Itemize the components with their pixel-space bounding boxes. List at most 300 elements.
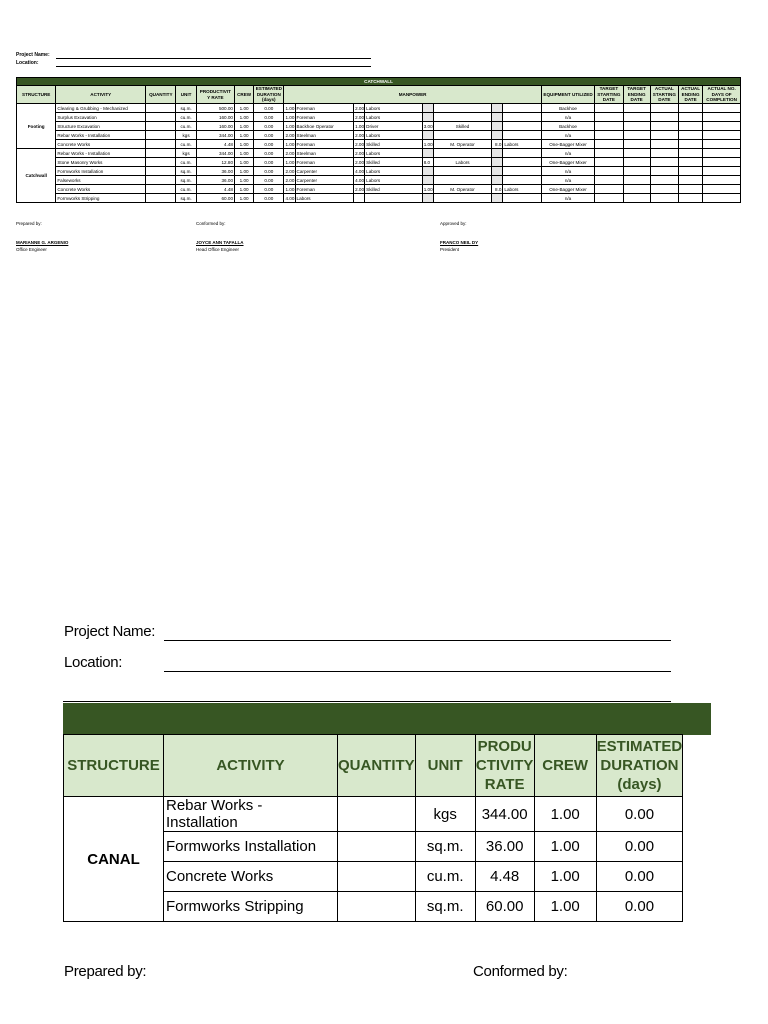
bottom-project-name-line [164,640,671,641]
header-actual-end: ACTUAL ENDING DATE [679,86,703,104]
table-title: CATCHWALL [17,78,741,86]
prepared-by-label: Prepared by: [16,221,42,226]
equipment-cell: One-Bagger Mixer [541,140,594,149]
rate-cell: 36.00 [196,176,234,185]
manpower-role-cell: Labors [365,167,423,176]
target-end-cell [623,185,650,194]
rate-cell: 12.80 [196,158,234,167]
equipment-cell: n/a [541,167,594,176]
actual-end-cell [679,131,703,140]
table-row [17,176,741,185]
crew-cell: 1.00 [235,104,254,113]
approved-by-title: President [440,247,460,252]
unit-cell: sq.m. [176,167,196,176]
target-start-cell [595,185,623,194]
manpower-qty-cell: 2.00 [285,132,295,138]
header-actual-days: ACTUAL NO. DAYS OF COMPLETION [703,86,741,104]
manpower-role-cell [503,176,541,185]
conformed-by-title: Head Office Engineer [196,247,239,252]
table-row [17,167,741,176]
quantity-cell [146,149,176,158]
unit-cell: cu.m. [176,140,196,149]
quantity-cell [146,176,176,185]
duration-cell: 0.00 [254,167,284,176]
target-end-cell [623,140,650,149]
canal-duration: 0.00 [596,892,683,922]
manpower-qty-cell: 2.00 [355,105,365,111]
canal-rate: 344.00 [475,797,534,832]
conformed-by-name: JOYCE ANN TAFALLA [196,240,244,245]
target-start-cell [595,176,623,185]
actual-start-cell [650,122,678,131]
crew-cell: 1.00 [235,167,254,176]
duration-cell: 0.00 [254,185,284,194]
target-end-cell [623,104,650,113]
actual-end-cell [679,149,703,158]
manpower-qty-cell [422,131,433,140]
actual-start-cell [650,149,678,158]
canal-quantity [338,862,416,892]
manpower-qty-cell [354,194,365,203]
actual-start-cell [650,140,678,149]
manpower-qty-cell [422,104,433,113]
activity-cell: Structure Excavation [56,122,146,131]
project-name-line [56,58,371,59]
manpower-role-cell: Labors [365,104,423,113]
activity-cell: Formworks Stripping [56,194,146,203]
quantity-cell [146,194,176,203]
unit-cell: sq.m. [176,194,196,203]
actual-end-cell [679,194,703,203]
target-start-cell [595,158,623,167]
canal-duration: 0.00 [596,862,683,892]
crew-cell: 1.00 [235,185,254,194]
manpower-qty-cell [422,167,433,176]
duration-cell: 0.00 [254,158,284,167]
manpower-qty-cell: 1.00 [423,141,433,147]
actual-end-cell [679,113,703,122]
manpower-qty-cell [492,122,503,131]
manpower-role-cell: Carpenter [295,176,354,185]
bottom-header-structure: STRUCTURE [64,735,164,797]
table-row [17,149,741,158]
actual-end-cell [679,158,703,167]
unit-cell: sq.m. [176,176,196,185]
duration-cell: 0.00 [254,131,284,140]
manpower-qty-cell: 2.00 [285,150,295,156]
header-unit: UNIT [176,86,196,104]
quantity-cell [146,122,176,131]
bottom-header-unit: UNIT [415,735,475,797]
target-end-cell [623,167,650,176]
manpower-qty-cell: 4.00 [355,168,365,174]
manpower-role-cell: Labors [503,185,541,194]
manpower-role-cell: M. Operator [433,140,492,149]
manpower-qty-cell: 2.00 [355,141,365,147]
manpower-qty-cell: 1.00 [285,114,295,120]
equipment-cell: n/a [541,113,594,122]
target-end-cell [623,149,650,158]
crew-cell: 1.00 [235,176,254,185]
bottom-location-label: Location: [64,654,123,671]
actual-end-cell [679,167,703,176]
equipment-cell: n/a [541,131,594,140]
bottom-header-quantity: QUANTITY [338,735,416,797]
rate-cell: 344.00 [196,131,234,140]
canal-crew: 1.00 [534,832,596,862]
manpower-role-cell: Foreman [295,158,354,167]
actual-end-cell [679,185,703,194]
manpower-role-cell [503,167,541,176]
target-start-cell [595,113,623,122]
duration-cell: 0.00 [254,176,284,185]
crew-cell: 1.00 [235,194,254,203]
bottom-location-line [164,671,671,672]
manpower-role-cell [503,113,541,122]
actual-days-cell [703,158,741,167]
manpower-role-cell [503,194,541,203]
location-label: Location: [16,60,39,66]
actual-days-cell [703,113,741,122]
rate-cell: 500.00 [196,104,234,113]
quantity-cell [146,185,176,194]
target-start-cell [595,104,623,113]
manpower-role-cell [365,194,423,203]
canal-activity: Concrete Works [164,862,338,892]
target-end-cell [623,176,650,185]
actual-end-cell [679,176,703,185]
activity-cell: Rebar Works - Installation [56,131,146,140]
manpower-role-cell: Skilled [365,158,423,167]
table-row [17,140,741,149]
manpower-role-cell [503,122,541,131]
table-row [17,113,741,122]
manpower-role-cell: Foreman [295,113,354,122]
header-crew: CREW [235,86,254,104]
crew-cell: 1.00 [235,158,254,167]
header-structure: STRUCTURE [17,86,56,104]
canal-quantity [338,892,416,922]
manpower-role-cell: Carpenter [295,167,354,176]
manpower-qty-cell: 4.00 [285,195,295,201]
actual-days-cell [703,122,741,131]
activity-cell: Stone Masonry Works [56,158,146,167]
manpower-qty-cell: 2.00 [285,168,295,174]
crew-cell: 1.00 [235,131,254,140]
rate-cell: 160.00 [196,122,234,131]
manpower-role-cell [433,131,492,140]
actual-end-cell [679,122,703,131]
manpower-qty-cell: 1.00 [285,159,295,165]
canal-activity: Formworks Installation [164,832,338,862]
canal-duration: 0.00 [596,797,683,832]
bottom-header-duration: ESTIMATED DURATION (days) [596,735,683,797]
activity-cell: Clearing & Grubbing - Mechanized [56,104,146,113]
duration-cell: 0.00 [254,194,284,203]
manpower-qty-cell [492,167,503,176]
target-start-cell [595,167,623,176]
manpower-role-cell: Labors [365,131,423,140]
equipment-cell: Backhoe [541,122,594,131]
manpower-role-cell [503,104,541,113]
manpower-role-cell: Foreman [295,140,354,149]
crew-cell: 1.00 [235,122,254,131]
manpower-qty-cell [492,176,503,185]
manpower-qty-cell [422,176,433,185]
unit-cell: cu.m. [176,185,196,194]
duration-cell: 0.00 [254,113,284,122]
duration-cell: 0.00 [254,140,284,149]
crew-cell: 1.00 [235,140,254,149]
manpower-role-cell [433,167,492,176]
canal-rate: 60.00 [475,892,534,922]
canal-quantity [338,797,416,832]
target-start-cell [595,140,623,149]
manpower-qty-cell: 1.00 [285,141,295,147]
prepared-by-title: Office Engineer [16,247,47,252]
duration-cell: 0.00 [254,149,284,158]
canal-unit: kgs [415,797,475,832]
header-actual-start: ACTUAL STARTING DATE [650,86,678,104]
crew-cell: 1.00 [235,149,254,158]
canal-table [63,734,683,922]
manpower-qty-cell: 2.00 [285,177,295,183]
manpower-role-cell: Labors [295,194,354,203]
bottom-title-bar [63,703,711,735]
table-row [17,131,741,140]
target-end-cell [623,158,650,167]
rate-cell: 60.00 [196,194,234,203]
actual-days-cell [703,167,741,176]
canal-crew: 1.00 [534,892,596,922]
unit-cell: sq.m. [176,104,196,113]
unit-cell: cu.m. [176,158,196,167]
equipment-cell: n/a [541,149,594,158]
actual-end-cell [679,104,703,113]
header-target-start: TARGET STARTING DATE [595,86,623,104]
manpower-qty-cell: 2.00 [355,150,365,156]
actual-start-cell [650,185,678,194]
table-row [17,158,741,167]
manpower-role-cell: Foreman [295,104,354,113]
equipment-cell: n/a [541,176,594,185]
canal-rate: 4.48 [475,862,534,892]
manpower-qty-cell [492,158,503,167]
rate-cell: 4.48 [196,185,234,194]
actual-start-cell [650,167,678,176]
manpower-role-cell: Skilled [365,140,423,149]
quantity-cell [146,140,176,149]
header-productivity-rate: PRODUCTIVIT Y RATE [196,86,234,104]
duration-cell: 0.00 [254,104,284,113]
actual-start-cell [650,194,678,203]
structure-cell: Footing [17,104,56,149]
actual-start-cell [650,158,678,167]
actual-end-cell [679,140,703,149]
canal-crew: 1.00 [534,797,596,832]
quantity-cell [146,158,176,167]
canal-rate: 36.00 [475,832,534,862]
actual-start-cell [650,104,678,113]
project-name-label: Project Name: [16,52,50,58]
quantity-cell [146,167,176,176]
location-line [56,66,371,67]
manpower-role-cell: Labors [433,158,492,167]
equipment-cell: One-Bagger Mixer [541,185,594,194]
bottom-project-name-label: Project Name: [64,623,156,640]
manpower-role-cell [433,176,492,185]
rate-cell: 36.00 [196,167,234,176]
canal-structure-cell: CANAL [64,797,164,922]
manpower-qty-cell: 1.00 [285,186,295,192]
manpower-qty-cell: 1.00 [285,105,295,111]
manpower-qty-cell: 1.00 [285,123,295,129]
target-start-cell [595,194,623,203]
target-end-cell [623,131,650,140]
approved-by-name: FRANCO NEIL DY [440,240,479,245]
canal-quantity [338,832,416,862]
manpower-role-cell: Skilled [433,122,492,131]
equipment-cell: n/a [541,194,594,203]
manpower-role-cell: Labors [503,140,541,149]
table-row [17,194,741,203]
manpower-role-cell [503,131,541,140]
actual-days-cell [703,140,741,149]
manpower-role-cell: Steelman [295,149,354,158]
manpower-role-cell [433,113,492,122]
prepared-by-name: MARIANNE G. ARGENIO [16,240,69,245]
manpower-role-cell [433,149,492,158]
table-row [17,104,741,113]
target-end-cell [623,122,650,131]
header-activity: ACTIVITY [56,86,146,104]
manpower-role-cell: Skilled [365,185,423,194]
quantity-cell [146,113,176,122]
conformed-by-label: Conformed by: [196,221,226,226]
rate-cell: 4.48 [196,140,234,149]
manpower-qty-cell: 1.00 [423,186,433,192]
actual-days-cell [703,149,741,158]
header-equipment: EQUIPMENT UTILIZED [541,86,594,104]
canal-unit: cu.m. [415,862,475,892]
manpower-qty-cell: 2.00 [355,159,365,165]
unit-cell: cu.m. [176,113,196,122]
actual-days-cell [703,185,741,194]
canal-crew: 1.00 [534,862,596,892]
quantity-cell [146,131,176,140]
manpower-qty-cell [492,113,503,122]
actual-start-cell [650,113,678,122]
target-start-cell [595,149,623,158]
manpower-role-cell [433,104,492,113]
equipment-cell: Backhoe [541,104,594,113]
header-duration: ESTIMATED DURATION (days) [254,86,284,104]
rate-cell: 160.00 [196,113,234,122]
target-end-cell [623,194,650,203]
activity-cell: Surplus Excavation [56,113,146,122]
actual-days-cell [703,194,741,203]
manpower-qty-cell [422,149,433,158]
header-manpower: MANPOWER [284,86,541,104]
manpower-qty-cell: 1.00 [355,123,365,129]
manpower-qty-cell [422,194,433,203]
bottom-header-crew: CREW [534,735,596,797]
unit-cell: kgs [176,149,196,158]
manpower-role-cell: Labors [365,176,423,185]
manpower-qty-cell [422,113,433,122]
actual-days-cell [703,104,741,113]
manpower-role-cell: Driver [365,122,423,131]
manpower-qty-cell [492,104,503,113]
manpower-qty-cell [492,194,503,203]
canal-activity: Formworks Stripping [164,892,338,922]
canal-duration: 0.00 [596,832,683,862]
header-quantity: QUANTITY [146,86,176,104]
actual-start-cell [650,176,678,185]
manpower-qty-cell: 2.00 [355,114,365,120]
catchwall-table [16,77,741,203]
structure-cell: Catchwall [17,149,56,203]
manpower-role-cell: Labors [365,113,423,122]
table-row [17,185,741,194]
manpower-qty-cell: 8.0 [492,185,503,194]
canal-activity: Rebar Works - Installation [164,797,338,832]
manpower-role-cell: Steelman [295,131,354,140]
activity-cell: Formworks Installation [56,167,146,176]
target-start-cell [595,131,623,140]
manpower-qty-cell: 3.00 [423,123,433,129]
bottom-conformed-by-label: Conformed by: [473,963,568,980]
quantity-cell [146,104,176,113]
activity-cell: Concrete Works [56,185,146,194]
actual-days-cell [703,131,741,140]
actual-start-cell [650,131,678,140]
table-row [17,122,741,131]
manpower-qty-cell: 2.00 [355,132,365,138]
manpower-role-cell: M. Operator [433,185,492,194]
activity-cell: Falseworks [56,176,146,185]
manpower-qty-cell [492,131,503,140]
activity-cell: Concrete Works [56,140,146,149]
canal-unit: sq.m. [415,892,475,922]
bottom-prepared-by-label: Prepared by: [64,963,147,980]
equipment-cell: One-Bagger Mixer [541,158,594,167]
manpower-qty-cell [492,149,503,158]
unit-cell: kgs [176,131,196,140]
manpower-qty-cell: 2.00 [355,186,365,192]
bottom-header-activity: ACTIVITY [164,735,338,797]
approved-by-label: Approved by: [440,221,467,226]
actual-days-cell [703,176,741,185]
manpower-role-cell: Foreman [295,185,354,194]
crew-cell: 1.00 [235,113,254,122]
bottom-header-productivity-rate: PRODU CTIVITY RATE [475,735,534,797]
rate-cell: 344.00 [196,149,234,158]
manpower-qty-cell: 8.0 [492,140,503,149]
duration-cell: 0.00 [254,122,284,131]
manpower-qty-cell: 8.0 [422,158,433,167]
header-target-end: TARGET ENDING DATE [623,86,650,104]
canal-unit: sq.m. [415,832,475,862]
unit-cell: cu.m. [176,122,196,131]
manpower-role-cell [433,194,492,203]
manpower-role-cell [503,149,541,158]
manpower-qty-cell: 4.00 [355,177,365,183]
activity-cell: Rebar Works - Installation [56,149,146,158]
target-end-cell [623,113,650,122]
manpower-role-cell: Labors [365,149,423,158]
target-start-cell [595,122,623,131]
